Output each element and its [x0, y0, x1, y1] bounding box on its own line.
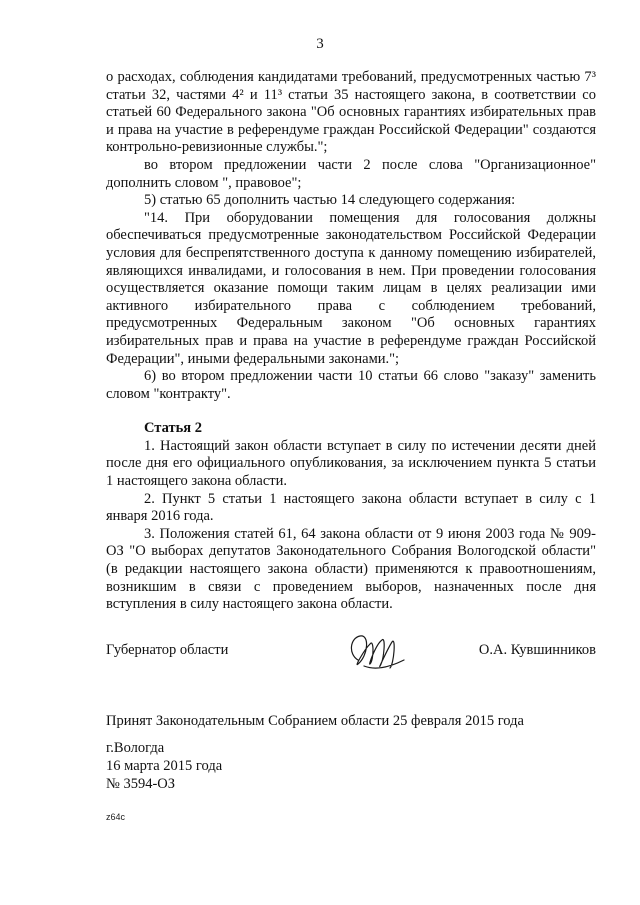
governor-title: Губернатор области	[106, 642, 229, 658]
signature-block	[106, 642, 596, 682]
article-2-heading: Статья 2	[144, 420, 202, 437]
paragraph-2: во втором предложении части 2 после слова "Организационное" дополнить словом ", правовое";	[106, 156, 596, 191]
adoption-note: Принят Законодательным Собранием области 25 февраля 2015 года	[106, 713, 524, 729]
paragraph-4: "14. При оборудовании помещения для голосования должны обеспечиваться предусмотренные законодательством Российской Федерации условия для беспрепятственного доступа к данному помещению избирателей, являющихся инвалидами, и голосования в нем. При проведении голосования осуществляется оказание помощи таким лицам в целях реализации ими активного избирательного права с соблюдением требований, предусмотренных Федеральным законом "Об основных гарантиях избирательных прав и права на участие в референдуме граждан Российской Федерации", иными федеральными законами.";	[106, 209, 596, 367]
law-number: № 3594-ОЗ	[106, 776, 176, 792]
handwritten-signature	[344, 630, 414, 678]
governor-name: О.А. Кувшинников	[478, 642, 596, 658]
document-body	[106, 69, 596, 614]
article-2-item-3: 3. Положения статей 61, 64 закона области от 9 июня 2003 года № 909-ОЗ "О выборах депутатов Законодательного Собрания Вологодской области" (в редакции настоящего закона области) применяются к правоотношениям, возникшим в связи с проведением выборов, назначенных после дня вступления в силу настоящего закона области.	[106, 525, 596, 613]
paragraph-3: 5) статью 65 дополнить частью 14 следующего содержания:	[144, 192, 516, 209]
adoption-footer	[106, 712, 606, 793]
page-number: 3	[316, 36, 324, 52]
paragraph-1: о расходах, соблюдения кандидатами требований, предусмотренных частью 7³ статьи 32, частями 4² и 11³ статьи 35 настоящего закона, в соответствии со статьей 60 Федерального закона "Об основных гарантиях избирательных прав и права на участие в референдуме граждан Российской Федерации" создаются контрольно-ревизионные службы.";	[106, 69, 596, 156]
article-2-item-2: 2. Пункт 5 статьи 1 настоящего закона области вступает в силу с 1 января 2016 года.	[106, 490, 596, 525]
paragraph-5: 6) во втором предложении части 10 статьи 66 слово "заказу" заменить словом "контракту".	[106, 368, 596, 402]
document-code: z64c	[106, 812, 126, 822]
article-2-item-1: 1. Настоящий закон области вступает в силу по истечении десяти дней после дня его официального опубликования, за исключением пункта 5 статьи 1 настоящего закона области.	[106, 437, 596, 490]
city: г.Вологда	[106, 740, 165, 756]
signing-date: 16 марта 2015 года	[106, 758, 223, 774]
